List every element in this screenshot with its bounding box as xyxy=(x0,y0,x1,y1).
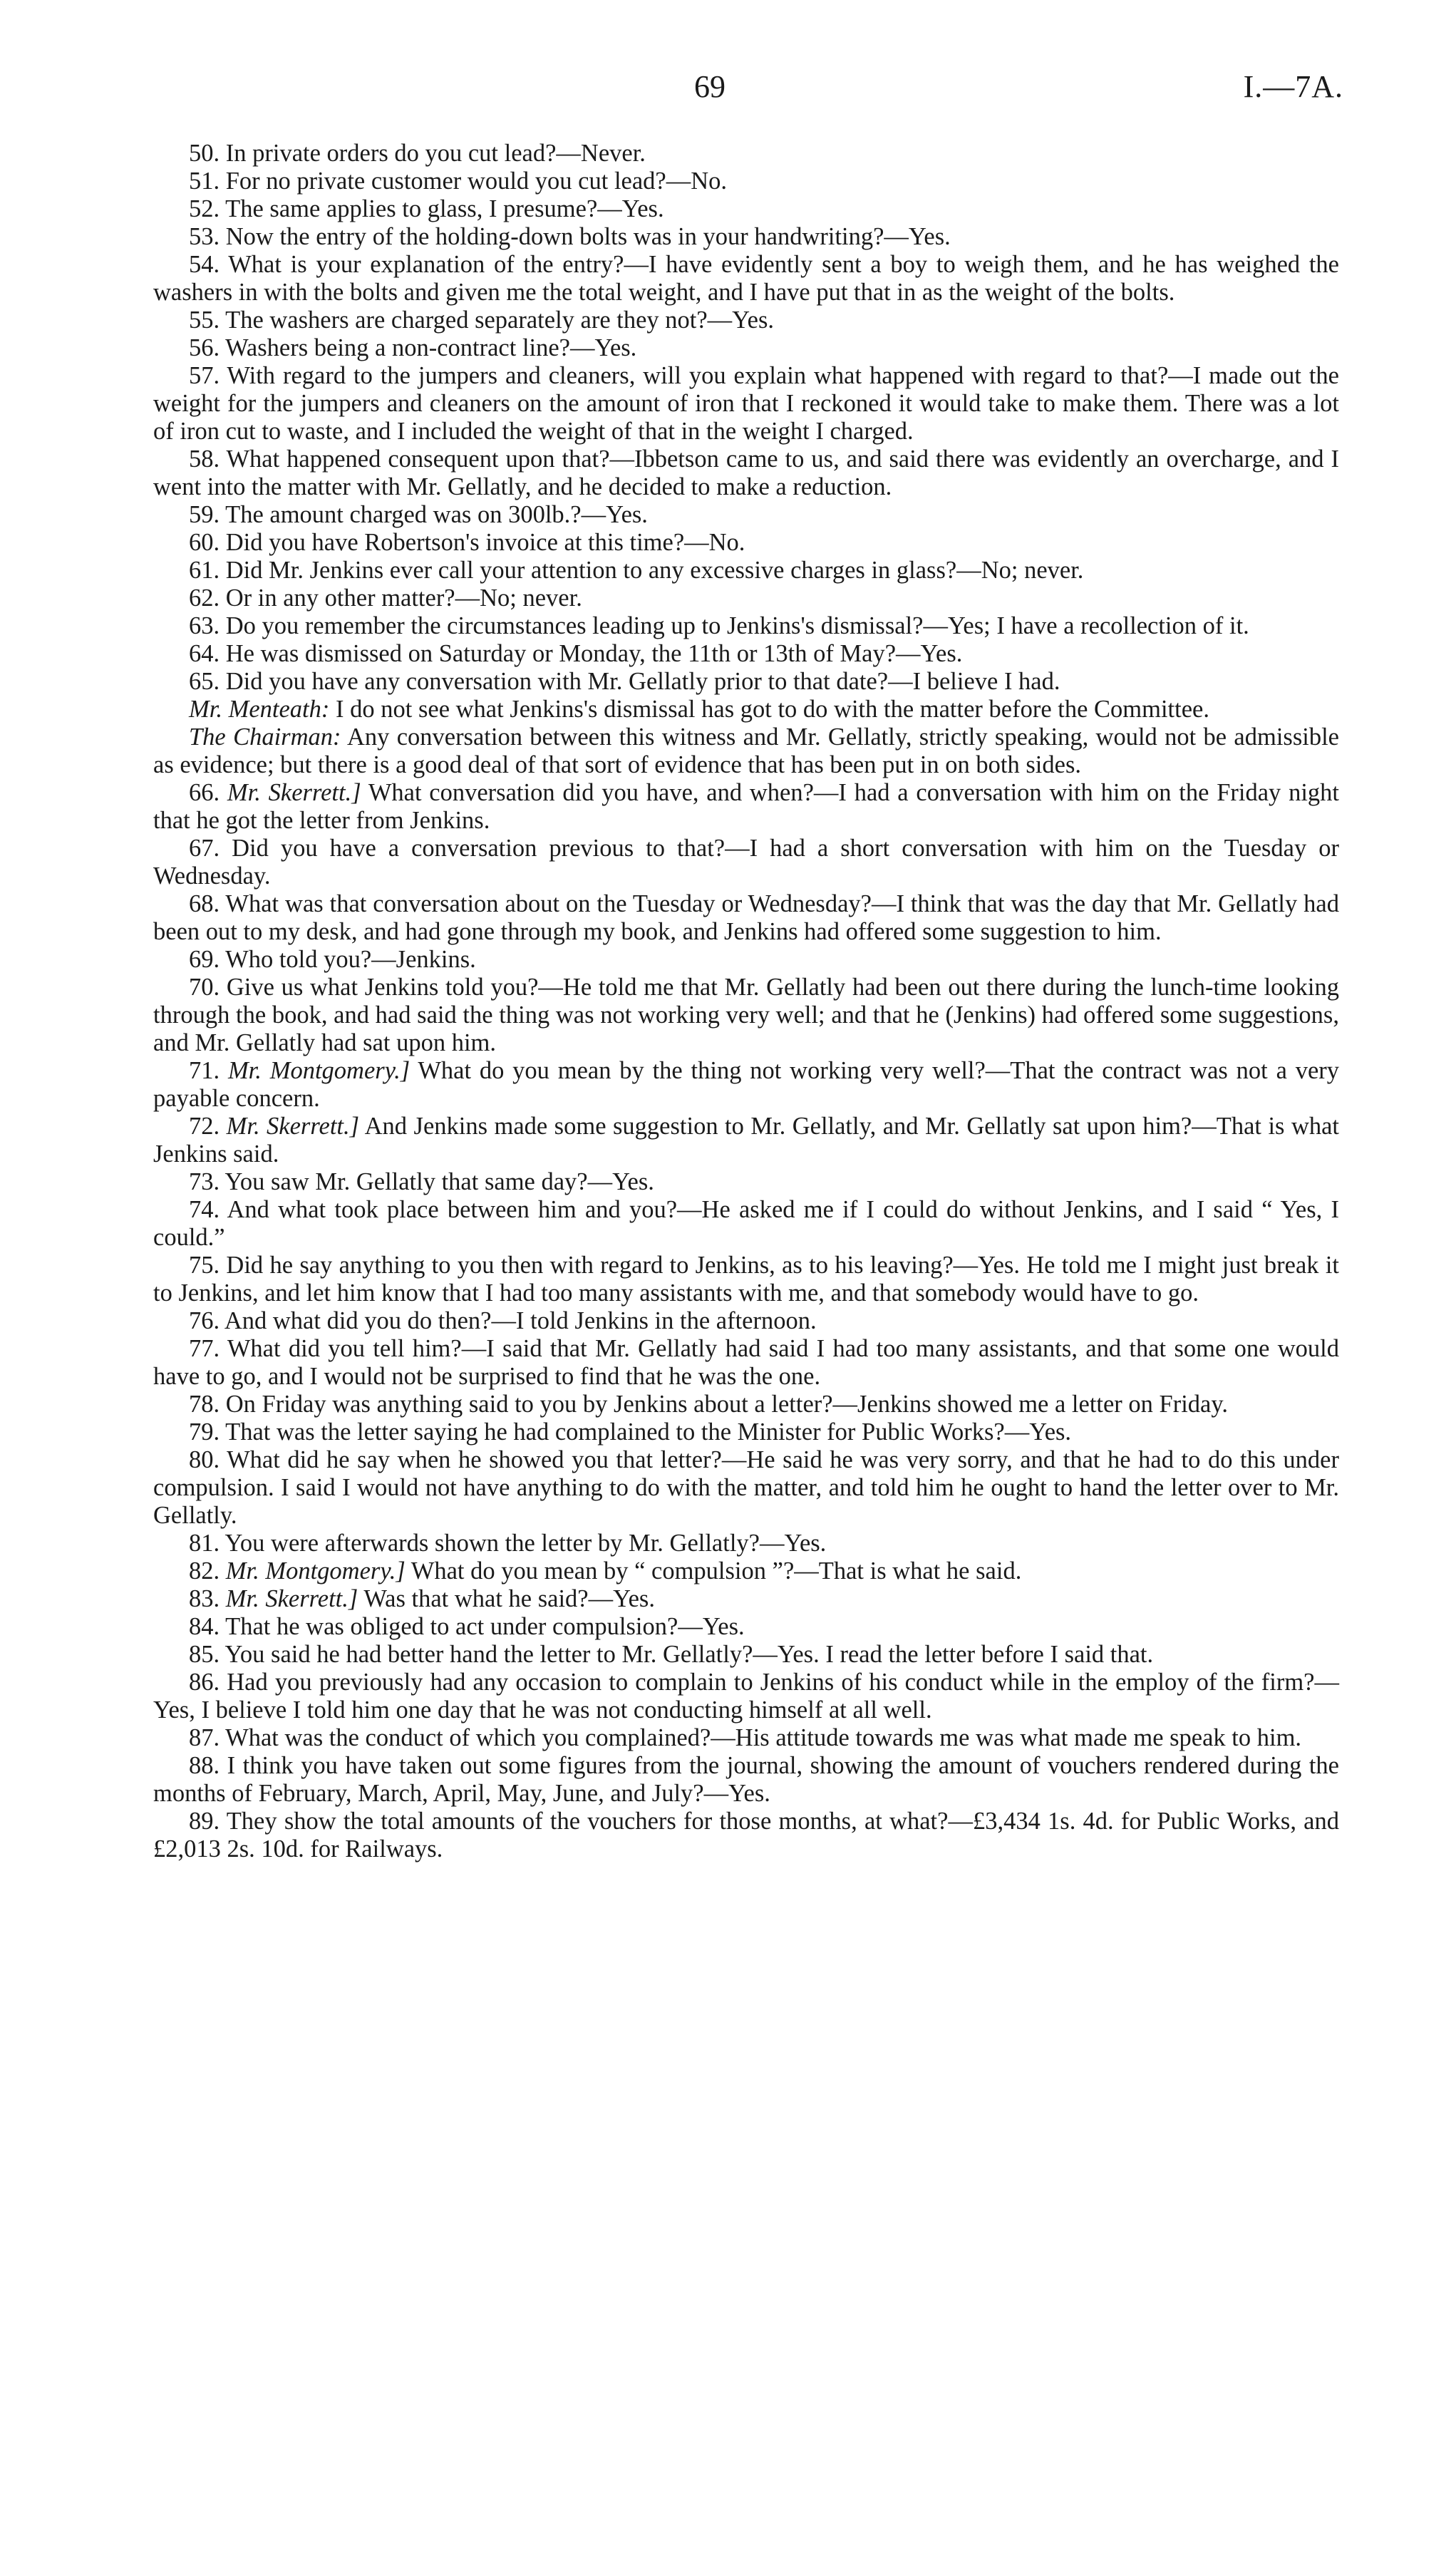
transcript-paragraph xyxy=(153,1530,1339,1557)
transcript-paragraph xyxy=(153,640,1339,668)
paragraph-text: 53. Now the entry of the holding-down bolts was in your handwriting?—Yes. xyxy=(189,223,951,250)
speaker-name: Mr. Skerrett.] xyxy=(227,779,361,806)
transcript-paragraph xyxy=(153,974,1339,1057)
page-header xyxy=(0,68,1456,118)
transcript-paragraph xyxy=(153,723,1339,779)
transcript-paragraph xyxy=(153,140,1339,168)
transcript-paragraph xyxy=(153,1613,1339,1641)
paragraph-text: 69. Who told you?—Jenkins. xyxy=(189,946,476,973)
paragraph-text: What do you mean by “ compulsion ”?—That is what he said. xyxy=(405,1557,1022,1585)
transcript-paragraph xyxy=(153,1418,1339,1446)
paragraph-text: 78. On Friday was anything said to you by Jenkins about a letter?—Jenkins showed me a letter on Friday. xyxy=(189,1391,1228,1418)
transcript-paragraph xyxy=(153,946,1339,974)
transcript-paragraph xyxy=(153,501,1339,529)
paragraph-text: 54. What is your explanation of the entry?—I have evidently sent a boy to weigh them, and he has weighed the washers in with the bolts and given me the total weight, and I have put that in as the weight of the bolts. xyxy=(153,251,1339,306)
transcript-paragraph xyxy=(153,779,1339,835)
paragraph-text: 56. Washers being a non-contract line?—Yes. xyxy=(189,334,637,361)
transcript-paragraph xyxy=(153,445,1339,501)
transcript-paragraph xyxy=(153,251,1339,306)
paragraph-text: Any conversation between this witness and Mr. Gellatly, strictly speaking, would not be admissible as evidence; but there is a good deal of that sort of evidence that has been put in on both sides. xyxy=(153,723,1339,778)
question-number: 72. xyxy=(189,1113,227,1140)
transcript-paragraph xyxy=(153,835,1339,890)
speaker-name: Mr. Montgomery.] xyxy=(227,1057,411,1084)
paragraph-text: 51. For no private customer would you cut lead?—No. xyxy=(189,168,728,195)
question-number: 71. xyxy=(189,1057,228,1084)
transcript-paragraph xyxy=(153,1557,1339,1585)
transcript-paragraph xyxy=(153,362,1339,445)
transcript-paragraph xyxy=(153,1307,1339,1335)
paragraph-text: 57. With regard to the jumpers and cleaners, will you explain what happened with regard to that?—I made out the weight for the jumpers and cleaners on the amount of iron that I reckoned it would take to make them. There was a lot of iron cut to waste, and I included the weight of that in the weight I charged. xyxy=(153,362,1339,445)
paragraph-text: 73. You saw Mr. Gellatly that same day?—Yes. xyxy=(189,1168,654,1195)
paragraph-text: 88. I think you have taken out some figures from the journal, showing the amount of vouchers rendered during the months of February, March, April, May, June, and July?—Yes. xyxy=(153,1752,1339,1807)
transcript-paragraph xyxy=(153,1335,1339,1391)
paragraph-text: 65. Did you have any conversation with Mr. Gellatly prior to that date?—I believe I had. xyxy=(189,668,1060,695)
transcript-paragraph xyxy=(153,1252,1339,1307)
transcript-paragraph xyxy=(153,529,1339,557)
transcript-paragraph xyxy=(153,1808,1339,1863)
paragraph-text: 77. What did you tell him?—I said that Mr. Gellatly had said I had too many assistants, and that some one would have to go, and I would not be surprised to find that he was the one. xyxy=(153,1335,1339,1390)
speaker-name: Mr. Montgomery.] xyxy=(225,1557,406,1585)
transcript-paragraph xyxy=(153,584,1339,612)
transcript-paragraph xyxy=(153,1752,1339,1808)
transcript-paragraph xyxy=(153,1113,1339,1168)
speaker-name: The Chairman: xyxy=(189,723,341,751)
paragraph-text: 79. That was the letter saying he had complained to the Minister for Public Works?—Yes. xyxy=(189,1418,1072,1446)
paragraph-text: 67. Did you have a conversation previous to that?—I had a short conversation with him on the Tuesday or Wednesday. xyxy=(153,835,1339,890)
transcript-paragraph xyxy=(153,1057,1339,1113)
transcript-paragraph xyxy=(153,1669,1339,1724)
paragraph-text: 76. And what did you do then?—I told Jenkins in the afternoon. xyxy=(189,1307,817,1334)
paragraph-text: 61. Did Mr. Jenkins ever call your attention to any excessive charges in glass?—No; never. xyxy=(189,557,1084,584)
transcript-paragraph xyxy=(153,1196,1339,1252)
transcript-paragraph xyxy=(153,612,1339,640)
paragraph-text: 63. Do you remember the circumstances leading up to Jenkins's dismissal?—Yes; I have a recollection of it. xyxy=(189,612,1249,639)
page-number: 69 xyxy=(694,69,726,104)
paragraph-text: 80. What did he say when he showed you that letter?—He said he was very sorry, and that he had to do this under compulsion. I said I would not have anything to do with the matter, and told him he ought to hand the letter over to Mr. Gellatly. xyxy=(153,1446,1339,1529)
paragraph-text: What do you mean by the thing not working very well?—That the contract was not a very payable concern. xyxy=(153,1057,1339,1112)
paragraph-text: 55. The washers are charged separately are they not?—Yes. xyxy=(189,306,775,334)
paragraph-text: 81. You were afterwards shown the letter by Mr. Gellatly?—Yes. xyxy=(189,1530,827,1557)
paragraph-text: What conversation did you have, and when?—I had a conversation with him on the Friday night that he got the letter from Jenkins. xyxy=(153,779,1340,834)
transcript-paragraph xyxy=(153,1641,1339,1669)
transcript-paragraph xyxy=(153,1585,1339,1613)
paragraph-text: 62. Or in any other matter?—No; never. xyxy=(189,584,582,612)
paragraph-text: Was that what he said?—Yes. xyxy=(358,1585,655,1612)
paragraph-text: 59. The amount charged was on 300lb.?—Yes. xyxy=(189,501,648,528)
question-number: 66. xyxy=(189,779,227,806)
transcript-paragraph xyxy=(153,306,1339,334)
transcript-paragraph xyxy=(153,668,1339,696)
paragraph-text: 68. What was that conversation about on the Tuesday or Wednesday?—I think that was the day that Mr. Gellatly had been out to my desk, and had gone through my book, and Jenkins had offered some suggestion to him. xyxy=(153,890,1339,945)
transcript-paragraph xyxy=(153,334,1339,362)
paragraph-text: 70. Give us what Jenkins told you?—He told me that Mr. Gellatly had been out there during the lunch-time looking through the book, and had said the thing was not working very well; and that he (Jenkins) had offered some suggestions, and Mr. Gellatly had sat upon him. xyxy=(153,974,1339,1056)
paragraph-text: 52. The same applies to glass, I presume?—Yes. xyxy=(189,195,664,222)
transcript-paragraph xyxy=(153,195,1339,223)
transcript-paragraph xyxy=(153,168,1339,195)
transcript-paragraph xyxy=(153,223,1339,251)
paragraph-text: 75. Did he say anything to you then with regard to Jenkins, as to his leaving?—Yes. He told me I might just break it to Jenkins, and let him know that I had too many assistants with me, and that somebody would have to go. xyxy=(153,1252,1339,1307)
transcript-paragraph xyxy=(153,1446,1339,1530)
speaker-name: Mr. Skerrett.] xyxy=(226,1113,360,1140)
speaker-name: Mr. Menteath: xyxy=(189,696,330,723)
paragraph-text: I do not see what Jenkins's dismissal has got to do with the matter before the Committee. xyxy=(329,696,1209,723)
paragraph-text: 74. And what took place between him and you?—He asked me if I could do without Jenkins, and I said “ Yes, I could.” xyxy=(153,1196,1339,1251)
evidence-transcript xyxy=(153,140,1339,1863)
transcript-paragraph xyxy=(153,696,1339,723)
paragraph-text: 89. They show the total amounts of the vouchers for those months, at what?—£3,434 1s. 4d. for Public Works, and £2,013 2s. 10d. for Railways. xyxy=(153,1808,1339,1863)
paragraph-text: And Jenkins made some suggestion to Mr. Gellatly, and Mr. Gellatly sat upon him?—That is what Jenkins said. xyxy=(153,1113,1340,1168)
transcript-paragraph xyxy=(153,1724,1339,1752)
paragraph-text: 84. That he was obliged to act under compulsion?—Yes. xyxy=(189,1613,745,1640)
question-number: 83. xyxy=(189,1585,226,1612)
transcript-paragraph xyxy=(153,557,1339,584)
paragraph-text: 64. He was dismissed on Saturday or Monday, the 11th or 13th of May?—Yes. xyxy=(189,640,963,667)
document-reference: I.—7A. xyxy=(1243,69,1343,104)
paragraph-text: 58. What happened consequent upon that?—Ibbetson came to us, and said there was evidently an overcharge, and I went into the matter with Mr. Gellatly, and he decided to make a reduction. xyxy=(153,445,1339,500)
question-number: 82. xyxy=(189,1557,226,1585)
paragraph-text: 85. You said he had better hand the letter to Mr. Gellatly?—Yes. I read the letter before I said that. xyxy=(189,1641,1154,1668)
speaker-name: Mr. Skerrett.] xyxy=(225,1585,358,1612)
paragraph-text: 60. Did you have Robertson's invoice at this time?—No. xyxy=(189,529,745,556)
paragraph-text: 50. In private orders do you cut lead?—Never. xyxy=(189,140,646,167)
paragraph-text: 86. Had you previously had any occasion to complain to Jenkins of his conduct while in the employ of the firm?—Yes, I believe I told him one day that he was not conducting himself at all well. xyxy=(153,1669,1339,1724)
transcript-paragraph xyxy=(153,1168,1339,1196)
transcript-paragraph xyxy=(153,1391,1339,1418)
paragraph-text: 87. What was the conduct of which you complained?—His attitude towards me was what made me speak to him. xyxy=(189,1724,1302,1751)
transcript-paragraph xyxy=(153,890,1339,946)
